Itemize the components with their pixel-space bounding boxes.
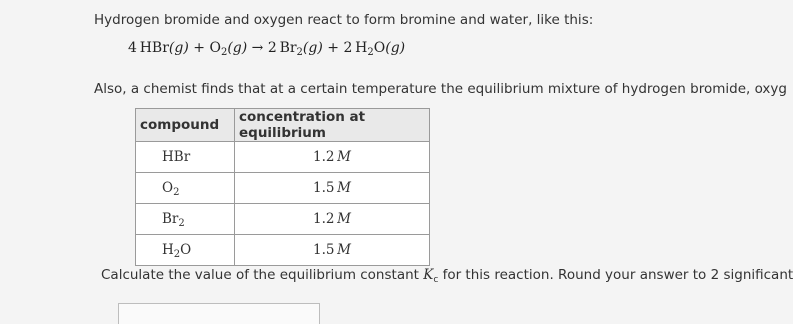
compound-tail: O xyxy=(180,242,192,258)
eq-plus-2: + xyxy=(322,40,344,56)
eq-state-o2: (g) xyxy=(227,40,248,56)
table-row xyxy=(136,173,430,204)
calc-text-after: for this reaction. Round your answer to 2 significant xyxy=(438,267,793,283)
concentration-unit: M xyxy=(337,180,351,196)
eq-h: H xyxy=(355,40,368,56)
table-row xyxy=(136,204,430,235)
eq-hbr: HBr xyxy=(139,40,169,56)
reaction-arrow: → xyxy=(247,40,268,56)
compound-cell xyxy=(136,142,235,173)
compound-cell xyxy=(136,235,235,266)
equilibrium-table xyxy=(135,108,430,266)
eq-br: Br xyxy=(279,40,297,56)
answer-input[interactable] xyxy=(118,303,320,324)
eq-br-sub: 2 xyxy=(296,47,303,58)
eq-state-br2: (g) xyxy=(302,40,323,56)
compound-sub: 2 xyxy=(178,218,185,229)
header-concentration: concentration at equilibrium xyxy=(235,109,430,142)
compound-name: Br xyxy=(162,211,179,227)
compound-name: HBr xyxy=(162,149,191,165)
question-intro: Hydrogen bromide and oxygen react to form bromine and water, like this: xyxy=(94,12,594,28)
concentration-cell xyxy=(235,204,430,235)
eq-h2o-tail: O xyxy=(373,40,386,56)
concentration-cell xyxy=(235,235,430,266)
concentration-value: 1.2 xyxy=(312,149,335,165)
compound-sub: 2 xyxy=(173,187,180,198)
table-header-row xyxy=(136,109,430,142)
calc-text-before: Calculate the value of the equilibrium constant xyxy=(101,267,424,283)
eq-coef-hbr: 4 xyxy=(128,40,137,56)
kc-symbol: K xyxy=(423,267,434,283)
eq-h-sub: 2 xyxy=(367,47,374,58)
table-row xyxy=(136,142,430,173)
compound-cell xyxy=(136,173,235,204)
concentration-cell xyxy=(235,142,430,173)
concentration-unit: M xyxy=(337,211,351,227)
eq-o: O xyxy=(209,40,221,56)
reaction-equation xyxy=(128,40,405,56)
compound-name: O xyxy=(162,180,174,196)
equilibrium-description: Also, a chemist finds that at a certain temperature the equilibrium mixture of hydrogen bromide, oxyg xyxy=(94,81,787,97)
concentration-value: 1.5 xyxy=(312,242,335,258)
calculate-instruction xyxy=(101,267,793,283)
concentration-cell xyxy=(235,173,430,204)
concentration-value: 1.5 xyxy=(312,180,335,196)
concentration-unit: M xyxy=(337,149,351,165)
concentration-unit: M xyxy=(337,242,351,258)
eq-o-sub: 2 xyxy=(220,47,228,58)
header-compound: compound xyxy=(136,109,235,142)
eq-state-h2o: (g) xyxy=(385,40,406,56)
eq-state-hbr: (g) xyxy=(168,40,189,56)
compound-cell xyxy=(136,204,235,235)
compound-sub: 2 xyxy=(173,249,181,260)
compound-name: H xyxy=(162,242,174,258)
table-row xyxy=(136,235,430,266)
concentration-value: 1.2 xyxy=(312,211,335,227)
kc-subscript: c xyxy=(433,275,439,285)
eq-coef-h2o: 2 xyxy=(343,40,353,56)
eq-coef-br2: 2 xyxy=(267,40,277,56)
eq-plus-1: + xyxy=(188,40,210,56)
